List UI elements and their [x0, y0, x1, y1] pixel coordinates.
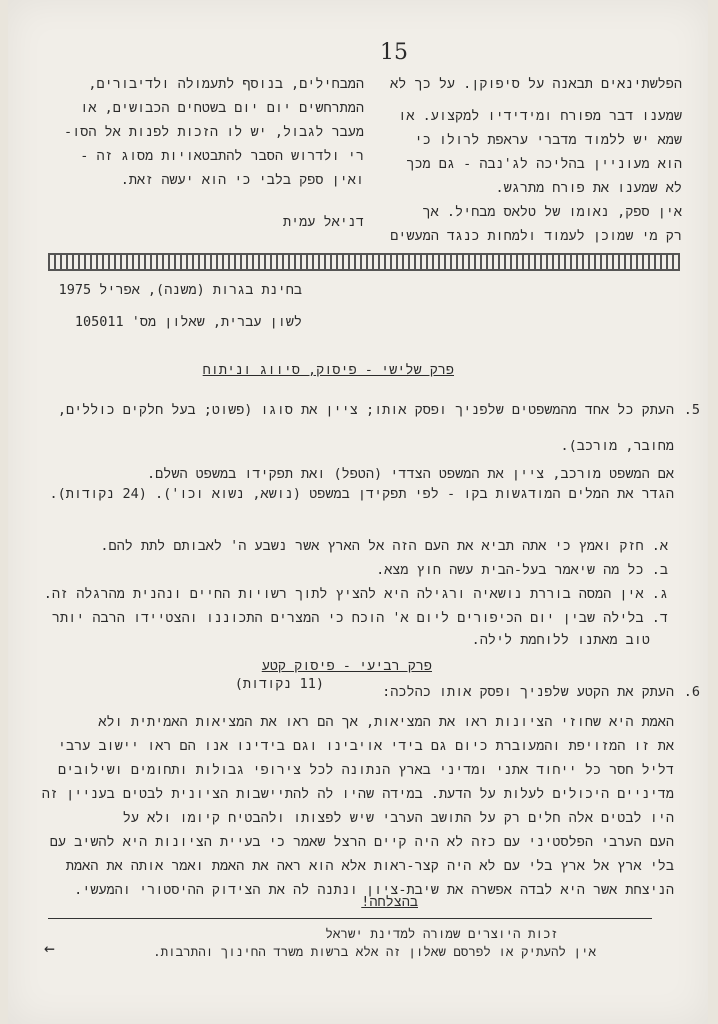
- q5-item-d-cont: טוב מאתנו ללוחמת לילה.: [471, 632, 650, 648]
- article-line: רי ולדרוש הסבר להתבטאויות מסוג זה -: [80, 148, 364, 164]
- q5-item-b: ב. כל מה שיאמר בעל-הבית עשה חוץ מצא.: [376, 562, 668, 578]
- article-line: המבחילים, בנוסף לתעמולה ולדיבורים,: [88, 76, 364, 92]
- article-line: הפלשתינאים תבאנה על סיפוקן. על כך לא: [390, 76, 682, 92]
- article-line: ואין ספק בלבי כי הוא יעשה זאת.: [120, 172, 364, 188]
- copyright-line: אין להעתיק או לפרסם שאלון זה אלא ברשות משרד החינוך והתרבות.: [153, 944, 596, 959]
- q5-line: אם המשפט מורכב, ציין את המשפט הצדדי (הטפל) ואת תפקידו במשפט השלם.: [147, 466, 674, 482]
- q6-points: (11 נקודות): [234, 676, 324, 692]
- q5-item-a: א. חזק ואמץ כי אתה תביא את העם הזה אל הארץ אשר נשבע ה' לאבותם לתת להם.: [100, 538, 668, 554]
- article-line: אין ספק, נאומו של טלאס מבחיל. אך: [422, 204, 682, 220]
- q6-text-line: הניצחת אשר היא לבדה אפשרה את שיבת-ציון ונתנה לה את הצידוק ההיסטורי והמעשי.: [74, 882, 674, 898]
- exam-header-line: לשון עברית, שאלון מס' 105011: [74, 314, 302, 330]
- exam-header-line: בחינת בגרות (משנה), אפריל 1975: [58, 282, 302, 298]
- q5-line: הגדר את המלים המודגשות בקו - לפי תפקידן במשפט (נושא, נשוא וכו'). (24 נקודות).: [49, 486, 674, 502]
- q6-text-line: האמת היא שחוזי הציונות ראו את המציאות, אך הם ראו את המציאות האמיתית ולא: [98, 714, 674, 730]
- q5-line: מחובר, מורכב).: [560, 438, 674, 454]
- page-number: 15: [380, 40, 408, 65]
- article-line: רק מי שמוכן לעמוד ולמחות כנגד המעשים: [390, 228, 682, 244]
- article-line: מעבר לגבול, יש לו הזכות לפנות אל הסו-: [64, 124, 364, 140]
- q6-number: 6.: [683, 684, 700, 700]
- q6-intro: העתק את הקטע שלפניך ופסק אותו כהלכה:: [382, 684, 674, 700]
- q6-text-line: העם הערבי הפלסטיני עם כזה לא היה קיים הרצל שאמר כי בעיית הציונות היא להשיב עם: [49, 834, 674, 850]
- article-line: הוא מעוניין בהליכה לג'נבה - גם מכך: [406, 156, 682, 172]
- article-line: המתרחשים יום יום בשטחים הכבושים, או: [80, 100, 364, 116]
- article-line: שמענו דבר מפורח ומידידיו למקצוע. או: [398, 108, 682, 124]
- q6-text-line: היו לבטים אלה חלים רק על התושב הערבי שיש לפצותו ולהבטיח קיומו ולא על: [122, 810, 674, 826]
- exam-page: [8, 0, 708, 1024]
- article-line: שמא יש ללמוד מדברי עראפת לרולו כי: [414, 132, 682, 148]
- q6-text-line: מדיניים היכולים לעלות על הדעת. במידה שהיו לה להתיישבות הציונית לבטים בעניין זה: [41, 786, 674, 802]
- q6-text-line: דליל חסר כל ייחוד אתני ומדיני בארץ הנתונה לכל צירופי גבולות ותחומים ושילובים: [57, 762, 674, 778]
- q5-item-c: ג. אין המסה בוררת נושאיה ורגילה היא להציץ לתוך רשויות החיים ונהנית מהרגלה זה.: [43, 586, 668, 602]
- decorative-divider: [48, 253, 680, 271]
- article-line: לא שמענו את פורח מתרגש.: [495, 180, 682, 196]
- good-luck: בהצלחה!: [361, 894, 418, 910]
- q5-line: העתק כל אחד מהמשפטים שלפניך ופסק אותו; ציין את סוגו (פשוט; בעל חלקים כוללים,: [57, 402, 674, 418]
- copyright-line: זכות היוצרים שמורה למדינת ישראל: [325, 926, 558, 941]
- q5-item-d: ד. בלילה שבין יום הכיפורים ליום א' הוכח כי המצרים התכוננו והצטיידו הרבה יותר: [51, 610, 668, 626]
- part4-title: פרק רביעי - פיסוק קטע: [261, 658, 432, 674]
- q6-text-line: בלי ארץ אל ארץ בלי עם לא היה קצר-ראות אלא הוא ראה את האמת ואמר אותה את האמת: [65, 858, 674, 874]
- left-arrow-icon: ←: [44, 938, 55, 959]
- part3-title: פרק שלישי - פיסוק, סיווג וניתוח: [202, 362, 454, 378]
- signature: דניאל עמית: [282, 214, 364, 230]
- q6-text-line: את זו המזויפת והמעוברת כיום גם בידי אויבינו וגם בידינו אנו הם ראו יישוב ערבי: [57, 738, 674, 754]
- footer-divider: [48, 918, 652, 919]
- q5-number: 5.: [683, 402, 700, 418]
